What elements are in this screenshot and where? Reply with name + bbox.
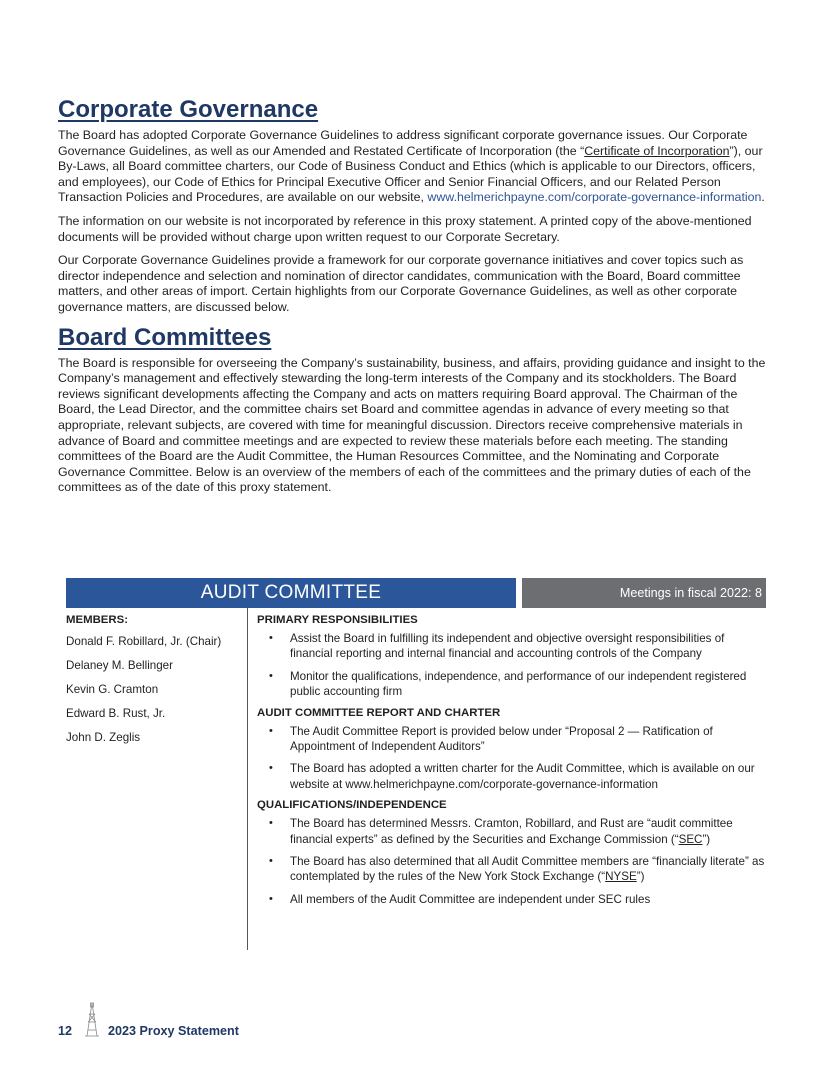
page-number: 12 xyxy=(58,1024,73,1038)
members-title: MEMBERS: xyxy=(66,614,129,626)
para1-text-a: The Board has adopted Corporate Governance Guidelines to address significant corporate governance issues. Our Corporate Governance Guidelines, as well as our Amended and Restated Certificate of Incorporation (the “ xyxy=(58,128,748,158)
corporate-governance-heading: Corporate Governance xyxy=(58,96,319,123)
nyse-term: NYSE xyxy=(605,870,637,884)
duties-column xyxy=(248,608,766,950)
main-content xyxy=(58,96,770,504)
list-item xyxy=(257,854,766,885)
para1-text-b: ”), our By-Laws, all Board committee charters, our Code of Business Conduct and Ethics (which is applicable to our Directors, officers, and employees), our Code of Ethics for Principal Executive Officer and Senior Financial Officers, and our Related Person Transaction Policies and Procedures, are available on our website, xyxy=(58,143,763,205)
member-name: Edward B. Rust, Jr. xyxy=(66,707,166,720)
corporate-governance-paragraph-3: Our Corporate Governance Guidelines provide a framework for our corporate governance initiatives and cover topics such as director independence and selection and nomination of director candidates, communication with the Board, Board committee matters, and other areas of import. Certain highlights from our Corporate Governance Guidelines, as well as other corporate governance matters, are discussed below. xyxy=(58,253,744,314)
qual2-text-a: The Board has also determined that all Audit Committee members are “financially literate” as contemplated by the rules of the New York Stock Exchange (“ xyxy=(290,855,765,884)
member-name: Kevin G. Cramton xyxy=(66,683,159,696)
member-name: Delaney M. Bellinger xyxy=(66,659,173,672)
audit-committee-panel xyxy=(66,578,766,950)
report-charter-list xyxy=(257,724,766,793)
corporate-governance-paragraph-1 xyxy=(58,128,770,206)
audit-committee-header xyxy=(66,578,766,608)
board-committees-paragraph: The Board is responsible for overseeing the Company’s sustainability, business, and affairs, providing guidance and insight to the Company’s management and effectively stewarding the long-term interests of the Company and its stockholders. The Board reviews significant developments affecting the Company and acts on matters requiring Board approval. The Chairman of the Board, the Lead Director, and the committee chairs set Board and committee agendas in advance of every meeting so that appropriate, relevant subjects, are covered with time for meaningful discussion. Directors receive comprehensive materials in advance of Board and committee meetings and are expected to review these materials before each meeting. The standing committees of the Board are the Audit Committee, the Human Resources Committee, and the Nominating and Corporate Governance Committee. Below is an overview of the members of each of the committees and the primary duties of each of the committees as of the date of this proxy statement. xyxy=(58,355,766,495)
list-item: • The Audit Committee Report is provided below under “Proposal 2 — Ratification of Appointment of Independent Auditors” xyxy=(257,724,766,755)
certificate-of-incorporation-term: Certificate of Incorporation xyxy=(584,143,730,158)
primary-responsibilities-list xyxy=(257,631,766,700)
primary-responsibilities-title: PRIMARY RESPONSIBILITIES xyxy=(257,614,418,626)
list-item: • Assist the Board in fulfilling its independent and objective oversight responsibilities of financial reporting and internal financial and accounting controls of the Company xyxy=(257,631,766,662)
footer-title: 2023 Proxy Statement xyxy=(108,1024,239,1038)
qualifications-list xyxy=(257,816,766,907)
sec-term: SEC xyxy=(678,832,703,846)
audit-committee-body xyxy=(66,608,766,950)
page-footer xyxy=(58,1002,239,1038)
derrick-logo-icon xyxy=(84,1002,100,1038)
member-name: John D. Zeglis xyxy=(66,731,141,744)
list-item: • The Board has adopted a written charter for the Audit Committee, which is available on our website at www.helmerichpayne.com/corporate-governance-information xyxy=(257,761,766,792)
governance-website-link[interactable]: www.helmerichpayne.com/corporate-governance-information xyxy=(427,190,762,205)
report-charter-title: AUDIT COMMITTEE REPORT AND CHARTER xyxy=(257,706,501,719)
qual1-text-a: The Board has determined Messrs. Cramton, Robillard, and Rust are “audit committee financial experts” as defined by the Securities and Exchange Commission (“ xyxy=(290,817,733,846)
list-item: • All members of the Audit Committee are independent under SEC rules xyxy=(257,892,766,907)
meetings-count: Meetings in fiscal 2022: 8 xyxy=(522,578,766,608)
qual2-text-b: ”) xyxy=(636,870,645,884)
members-column xyxy=(66,608,248,950)
list-item xyxy=(257,816,766,847)
para1-text-c: . xyxy=(761,190,765,205)
list-item: • Monitor the qualifications, independence, and performance of our independent registered public accounting firm xyxy=(257,669,766,700)
corporate-governance-paragraph-2: The information on our website is not incorporated by reference in this proxy statement. A printed copy of the above-mentioned documents will be provided without charge upon written request to our Corporate Secretary. xyxy=(58,213,752,244)
audit-committee-title: AUDIT COMMITTEE xyxy=(66,578,516,608)
board-committees-heading: Board Committees xyxy=(58,323,272,351)
qual1-text-b: ”) xyxy=(702,832,711,846)
member-name: Donald F. Robillard, Jr. (Chair) xyxy=(66,635,222,648)
qualifications-title: QUALIFICATIONS/INDEPENDENCE xyxy=(257,799,447,812)
